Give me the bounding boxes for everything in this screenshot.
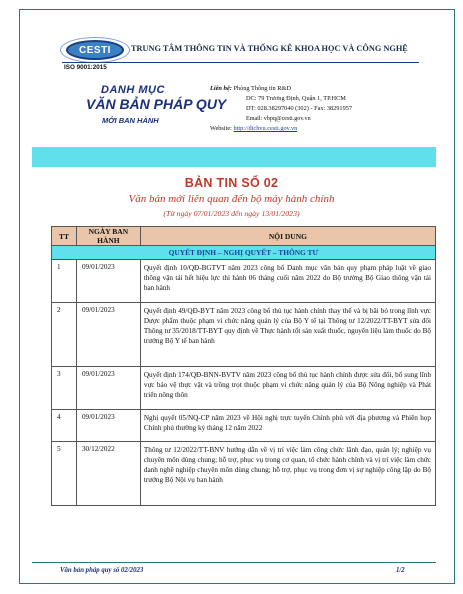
header-content: NỘI DUNG [140, 227, 435, 246]
website-link[interactable]: http://dichvu.cesti.gov.vn [233, 125, 298, 132]
contact-address: DC: 79 Trương Định, Quận 1, TP.HCM [246, 95, 346, 102]
contact-label: Liên hệ: [210, 85, 232, 92]
contact-block [210, 84, 352, 134]
row-content: Quyết định 10/QĐ-BGTVT năm 2023 công bố Danh mục văn bản quy phạm pháp luật về giao thông vận tải hết hiệu lực thi hành 06 tháng cuối năm 2022 do Bộ trưởng Bộ Giao thông vận tải ban hành [140, 260, 435, 303]
table-row [52, 303, 436, 367]
footer-divider [32, 562, 436, 563]
row-date: 09/01/2023 [76, 260, 140, 303]
section-row [52, 246, 436, 260]
row-number: 2 [52, 303, 77, 367]
org-name: TRUNG TÂM THÔNG TIN VÀ THỐNG KÊ KHOA HỌC VÀ CÔNG NGHỆ [131, 44, 408, 53]
table-row [52, 410, 436, 442]
contact-email: Email: vbpq@cesti.gov.vn [246, 116, 311, 122]
bulletin-date-range: (Từ ngày 07/01/2023 đến ngày 13/01/2023) [163, 209, 300, 218]
brand-line-3: MỚI BAN HÀNH [102, 116, 159, 125]
row-number: 3 [52, 367, 77, 410]
row-number: 4 [52, 410, 77, 442]
bulletin-title: BẢN TIN SỐ 02 [184, 176, 279, 190]
header-divider [62, 62, 419, 63]
row-date: 30/12/2022 [76, 442, 140, 506]
brand-line-1: DANH MỤC [101, 84, 165, 96]
row-content: Quyết định 49/QĐ-BYT năm 2023 công bố thủ tục hành chính thay thế và bị bãi bỏ trong lĩnh vực Dược phẩm thuộc phạm vi chức năng quản lý của Bộ Y tế tại Thông tư 12/2022/TT-BYT sửa đổi Thông tư 35/2018/TT-BYT quy định về Thực hành tốt sản xuất thuốc, nguyên liệu làm thuốc do Bộ trưởng Bộ Y tế ban hành [140, 303, 435, 367]
website-label: Website: [210, 125, 232, 132]
table-header-row [52, 227, 436, 246]
table-row [52, 367, 436, 410]
row-number: 5 [52, 442, 77, 506]
cesti-logo-icon [66, 40, 124, 60]
row-number: 1 [52, 260, 77, 303]
row-date: 09/01/2023 [76, 410, 140, 442]
brand-line-2: VĂN BẢN PHÁP QUY [86, 96, 227, 112]
row-date: 09/01/2023 [76, 367, 140, 410]
row-date: 09/01/2023 [76, 303, 140, 367]
section-title: QUYẾT ĐỊNH – NGHỊ QUYẾT – THÔNG TƯ [52, 246, 436, 260]
documents-table [51, 226, 436, 506]
contact-unit: Phòng Thông tin R&D [233, 85, 291, 92]
table-row [52, 260, 436, 303]
row-content: Quyết định 174/QĐ-BNN-BVTV năm 2023 công bố thủ tục hành chính được sửa đổi, bổ sung lĩnh vực bảo vệ thực vật và trồng trọt thuộc phạm vi chức năng quản lý của Bộ Nông nghiệp và Phát triển nông thôn [140, 367, 435, 410]
row-content: Thông tư 12/2022/TT-BNV hướng dẫn về vị trí việc làm công chức lãnh đạo, quản lý; nghiệp vụ chuyên môn dùng chung; hỗ trợ, phục vụ trong cơ quan, tổ chức hành chính và vị trí việc làm chức danh nghề nghiệp chuyên môn dùng chung; hỗ trợ, phục vụ trong đơn vị sự nghiệp công lập do Bộ trưởng Bộ Nội vụ ban hành [140, 442, 435, 506]
bulletin-subtitle: Văn bản mới liên quan đến bộ máy hành chính [128, 193, 335, 205]
iso-label: ISO 9001:2015 [64, 64, 107, 71]
table-row [52, 442, 436, 506]
row-content: Nghị quyết 05/NQ-CP năm 2023 về Hội nghị trực tuyến Chính phủ với địa phương và Phiên họp Chính phủ thường kỳ tháng 12 năm 2022 [140, 410, 435, 442]
footer-title: Văn bản pháp quy số 02/2023 [60, 567, 144, 574]
logo-text: CESTI [79, 44, 111, 56]
header-date: NGÀY BAN HÀNH [76, 227, 140, 246]
accent-bar [32, 147, 436, 167]
contact-phone: DT: 028.38297040 (302) - Fax: 38291957 [246, 105, 353, 112]
header-tt: TT [52, 227, 77, 246]
page-number: 1/2 [396, 567, 405, 574]
